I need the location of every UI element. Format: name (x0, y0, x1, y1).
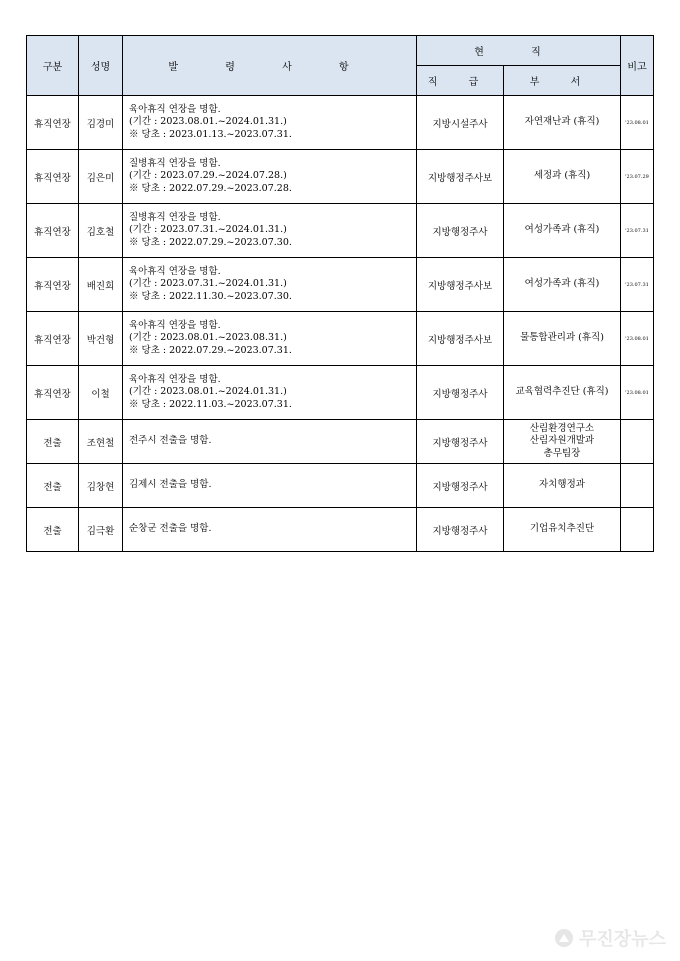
category-cell: 전출 (27, 464, 79, 508)
department-line: 기업유치추진단 (529, 523, 595, 535)
header-department: 부 서 (504, 66, 621, 96)
name-cell: 조현철 (79, 420, 123, 464)
department-cell (504, 366, 621, 420)
name-cell: 박건형 (79, 312, 123, 366)
name-cell: 배진희 (79, 258, 123, 312)
department-line: 자치행정과 (539, 479, 585, 491)
header-name: 성명 (79, 36, 123, 96)
order-cell (123, 464, 417, 508)
department-cell (504, 508, 621, 552)
order-cell (123, 96, 417, 150)
department-line: 산림자원개발과 (529, 435, 595, 447)
rank-cell: 지방행정주사보 (417, 258, 504, 312)
order-line: 순창군 전출을 명함. (129, 523, 212, 535)
name-cell: 이철 (79, 366, 123, 420)
table-row (27, 204, 654, 258)
order-line: 김제시 전출을 명함. (129, 479, 212, 491)
remarks-cell (621, 508, 654, 552)
watermark-logo (555, 925, 666, 951)
name-cell: 김극환 (79, 508, 123, 552)
table-row (27, 366, 654, 420)
name-cell: 김창현 (79, 464, 123, 508)
order-cell (123, 150, 417, 204)
table-row (27, 258, 654, 312)
order-line: (기간 : 2023.08.01.~2024.01.31.) (129, 386, 287, 398)
order-line: (기간 : 2023.08.01.~2024.01.31.) (129, 116, 287, 128)
department-cell (504, 150, 621, 204)
table-row (27, 150, 654, 204)
order-line: (기간 : 2023.07.29.~2024.07.28.) (129, 170, 287, 182)
order-line: 육아휴직 연장을 명함. (129, 373, 221, 385)
watermark-text: 무진장뉴스 (579, 929, 666, 950)
department-line: 여성가족과 (휴직) (524, 224, 600, 236)
rank-cell: 지방행정주사 (417, 366, 504, 420)
rank-cell: 지방행정주사보 (417, 312, 504, 366)
rank-cell: 지방행정주사 (417, 204, 504, 258)
table-row (27, 420, 654, 464)
department-line: 물통합관리과 (휴직) (520, 332, 604, 344)
department-line: 교육협력추진단 (휴직) (515, 386, 609, 398)
order-line: 질병휴직 연장을 명함. (129, 211, 221, 223)
rank-cell: 지방시설주사 (417, 96, 504, 150)
order-line: ※ 당초 : 2022.07.29.~2023.07.30. (129, 236, 292, 248)
name-cell: 김호철 (79, 204, 123, 258)
order-line: 질병휴직 연장을 명함. (129, 157, 221, 169)
rank-cell: 지방행정주사 (417, 420, 504, 464)
order-cell (123, 204, 417, 258)
department-line: 총무팀장 (543, 447, 581, 459)
mountain-icon (555, 929, 573, 947)
category-cell: 휴직연장 (27, 366, 79, 420)
order-line: (기간 : 2023.08.01.~2023.08.31.) (129, 332, 287, 344)
remarks-cell: '23.07.31 (621, 204, 654, 258)
name-cell: 김은미 (79, 150, 123, 204)
category-cell: 휴직연장 (27, 150, 79, 204)
order-cell (123, 258, 417, 312)
department-cell (504, 464, 621, 508)
order-line: (기간 : 2023.07.31.~2024.01.31.) (129, 278, 287, 290)
remarks-cell: '23.07.31 (621, 258, 654, 312)
remarks-cell: '23.07.29 (621, 150, 654, 204)
order-line: ※ 당초 : 2022.07.29.~2023.07.31. (129, 344, 292, 356)
category-cell: 휴직연장 (27, 204, 79, 258)
remarks-cell: '23.08.01 (621, 312, 654, 366)
department-line: 여성가족과 (휴직) (524, 278, 600, 290)
order-cell (123, 366, 417, 420)
order-cell (123, 312, 417, 366)
order-line: ※ 당초 : 2022.11.30.~2023.07.30. (129, 290, 292, 302)
rank-cell: 지방행정주사 (417, 508, 504, 552)
department-line: 산림환경연구소 (529, 422, 595, 434)
department-line: 자연재난과 (휴직) (524, 116, 600, 128)
department-line: 세정과 (휴직) (533, 170, 591, 182)
order-cell (123, 508, 417, 552)
department-cell (504, 204, 621, 258)
table-row (27, 312, 654, 366)
order-line: 전주시 전출을 명함. (129, 435, 212, 447)
remarks-cell (621, 420, 654, 464)
rank-cell: 지방행정주사보 (417, 150, 504, 204)
table-row (27, 464, 654, 508)
remarks-cell: '23.08.01 (621, 366, 654, 420)
department-cell (504, 96, 621, 150)
order-line: (기간 : 2023.07.31.~2024.01.31.) (129, 224, 287, 236)
category-cell: 휴직연장 (27, 312, 79, 366)
table-row (27, 96, 654, 150)
order-line: ※ 당초 : 2022.11.03.~2023.07.31. (129, 398, 292, 410)
category-cell: 전출 (27, 420, 79, 464)
header-remarks: 비고 (621, 36, 654, 96)
order-line: ※ 당초 : 2022.07.29.~2023.07.28. (129, 182, 292, 194)
personnel-order-table (26, 35, 654, 552)
category-cell: 휴직연장 (27, 258, 79, 312)
department-cell (504, 420, 621, 464)
header-category: 구분 (27, 36, 79, 96)
category-cell: 휴직연장 (27, 96, 79, 150)
order-line: 육아휴직 연장을 명함. (129, 103, 221, 115)
header-rank: 직 급 (417, 66, 504, 96)
table-row (27, 508, 654, 552)
rank-cell: 지방행정주사 (417, 464, 504, 508)
header-order: 발 령 사 항 (123, 36, 417, 96)
department-cell (504, 258, 621, 312)
order-line: ※ 당초 : 2023.01.13.~2023.07.31. (129, 128, 292, 140)
header-current: 현 직 (417, 36, 621, 66)
name-cell: 김경미 (79, 96, 123, 150)
remarks-cell (621, 464, 654, 508)
category-cell: 전출 (27, 508, 79, 552)
remarks-cell: '23.08.01 (621, 96, 654, 150)
order-line: 육아휴직 연장을 명함. (129, 319, 221, 331)
order-line: 육아휴직 연장을 명함. (129, 265, 221, 277)
order-cell (123, 420, 417, 464)
department-cell (504, 312, 621, 366)
